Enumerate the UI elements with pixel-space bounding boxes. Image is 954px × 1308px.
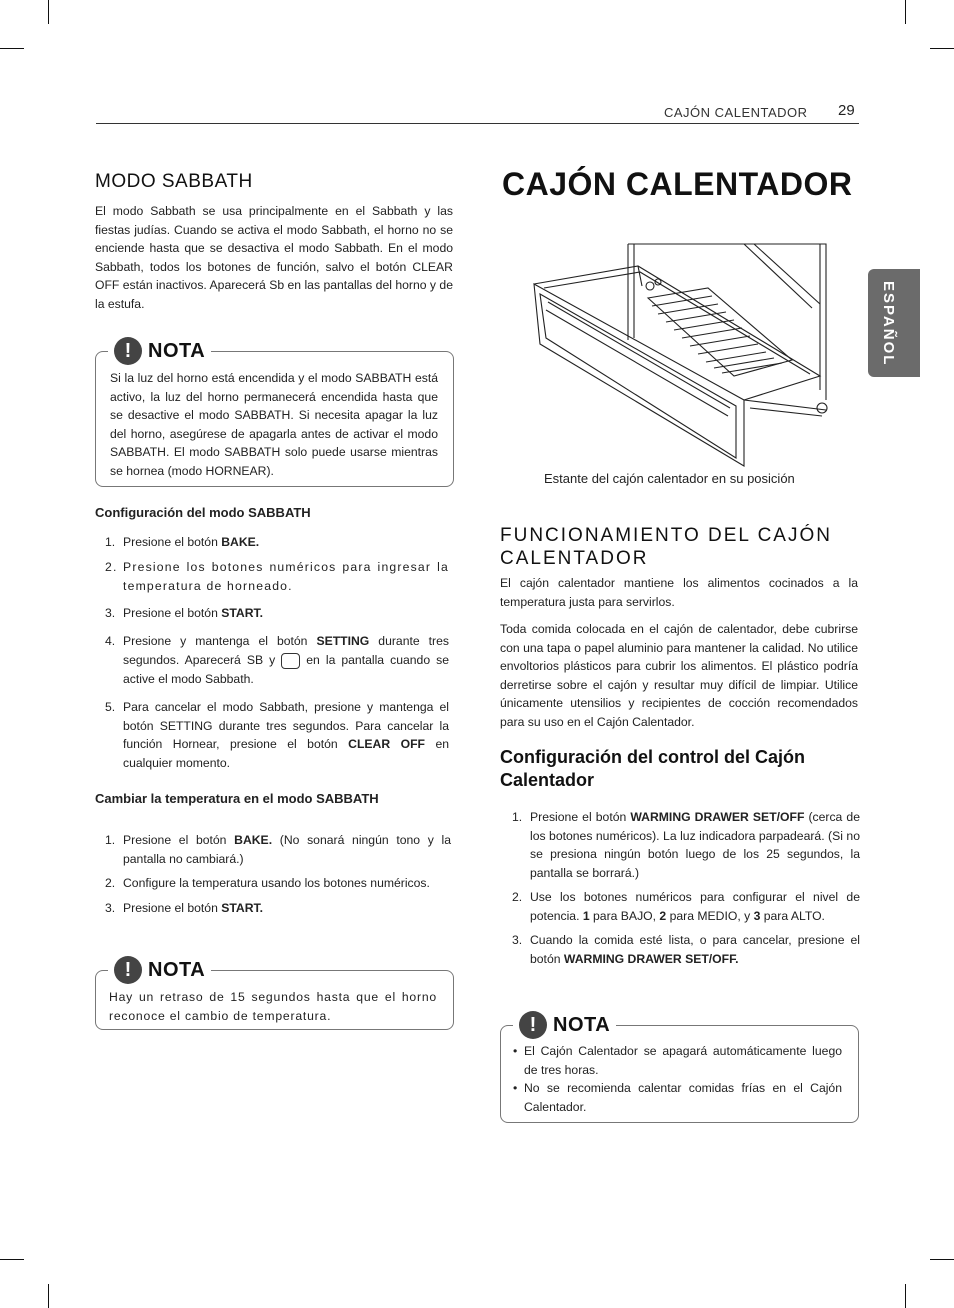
list-item: 5. Para cancelar el modo Sabbath, presione y mantenga el botón SETTING durante tres segundos. Para cancelar la función Hornear, presione el botón CLEAR OFF en cualquier momento. xyxy=(105,700,449,770)
note-text: Si la luz del horno está encendida y el modo SABBATH está activo, la luz del horno permanecerá encendida hasta que se desactive el modo SABBATH. Si necesita apagar la luz del horno, asegúrese de apagarla antes de activar el modo SABBATH. El modo SABBATH solo puede usarse mientras se hornea (modo HORNEAR). xyxy=(110,371,438,478)
section-title-sabbath: MODO SABBATH xyxy=(95,171,253,192)
list-item: 2. Configure la temperatura usando los botones numéricos. xyxy=(105,876,430,890)
crop-mark xyxy=(48,0,49,24)
note-header xyxy=(513,1011,616,1039)
page-number: 29 xyxy=(838,102,855,119)
crop-mark xyxy=(930,48,954,49)
note-label: NOTA xyxy=(148,958,206,981)
note-bullet: • El Cajón Calentador se apagará automáticamente luego de tres horas. xyxy=(513,1044,842,1077)
list-item: 3. Presione el botón START. xyxy=(105,606,263,620)
note-label: NOTA xyxy=(148,339,206,362)
crop-mark xyxy=(905,1284,906,1308)
sabbath-intro: El modo Sabbath se usa principalmente en el Sabbath y las fiestas judías. Cuando se activa el modo Sabbath, el horno no se enciende hasta que se desactiva el modo Sabbath. En el modo Sabbath, todos los botones de función, salvo el botón CLEAR OFF están inactivos. Aparecerá Sb en las pantallas del horno y de la estufa. xyxy=(95,204,453,311)
image-caption: Estante del cajón calentador en su posición xyxy=(544,471,795,486)
list-item: 2. Use los botones numéricos para configurar el nivel de potencia. 1 para BAJO, 2 para MEDIO, y 3 para ALTO. xyxy=(512,890,860,923)
note-label: NOTA xyxy=(553,1013,611,1036)
page-title: CAJÓN CALENTADOR xyxy=(502,166,853,202)
exclamation-icon: ! xyxy=(519,1011,547,1039)
crop-mark xyxy=(930,1259,954,1260)
running-header: CAJÓN CALENTADOR xyxy=(664,105,808,120)
display-icon xyxy=(281,653,300,669)
list-item: 4. Presione y mantenga el botón SETTING durante tres segundos. Aparecerá SB y en la pantalla cuando se active el modo Sabbath. xyxy=(105,634,449,686)
list-item: 3. Presione el botón START. xyxy=(105,901,263,915)
section-title-funcionamiento: FUNCIONAMIENTO DEL CAJÓN CALENTADOR xyxy=(500,525,832,569)
note-header xyxy=(108,337,211,365)
note-text: Hay un retraso de 15 segundos hasta que el horno reconoce el cambio de temperatura. xyxy=(109,990,437,1023)
crop-mark xyxy=(0,48,24,49)
crop-mark xyxy=(905,0,906,24)
crop-mark xyxy=(0,1259,24,1260)
exclamation-icon: ! xyxy=(114,956,142,984)
subsection-config-sabbath: Configuración del modo SABBATH xyxy=(95,505,311,520)
crop-mark xyxy=(48,1284,49,1308)
subsection-temp-sabbath: Cambiar la temperatura en el modo SABBATH xyxy=(95,791,379,806)
note-bullet: • No se recomienda calentar comidas frías en el Cajón Calentador. xyxy=(513,1081,842,1114)
header-rule xyxy=(96,123,859,124)
language-tab: ESPAÑOL xyxy=(868,269,920,377)
list-item: 1. Presione el botón BAKE. (No sonará ningún tono y la pantalla no cambiará.) xyxy=(105,833,451,866)
note-header xyxy=(108,956,211,984)
list-item: 2. Presione los botones numéricos para ingresar la temperatura de horneado. xyxy=(105,560,449,593)
warming-drawer-illustration xyxy=(530,240,830,470)
list-item: 3. Cuando la comida esté lista, o para cancelar, presione el botón WARMING DRAWER SET/OFF. xyxy=(512,933,860,966)
list-item: 1. Presione el botón WARMING DRAWER SET/OFF (cerca de los botones numéricos). La luz indicadora parpadeará. (Si no se presiona ningún botón luego de los 25 segundos, la pantalla se borrará.) xyxy=(512,810,860,880)
exclamation-icon: ! xyxy=(114,337,142,365)
list-item: 1. Presione el botón BAKE. xyxy=(105,535,260,549)
subsection-title-control: Configuración del control del Cajón Calentador xyxy=(500,747,806,790)
func-paragraph-1: El cajón calentador mantiene los alimentos cocinados a la temperatura justa para servirlos. xyxy=(500,576,858,609)
func-paragraph-2: Toda comida colocada en el cajón de calentador, debe cubrirse con una tapa o papel aluminio para mantener la calidad. No utilice envoltorios plásticos para cubrir los alimentos. El plástico podría derretirse sobre el cajón y resultar muy difícil de limpiar. Utilice únicamente utensilios y recipientes de cocción recomendados para su uso en el Cajón Calentador. xyxy=(500,622,858,729)
